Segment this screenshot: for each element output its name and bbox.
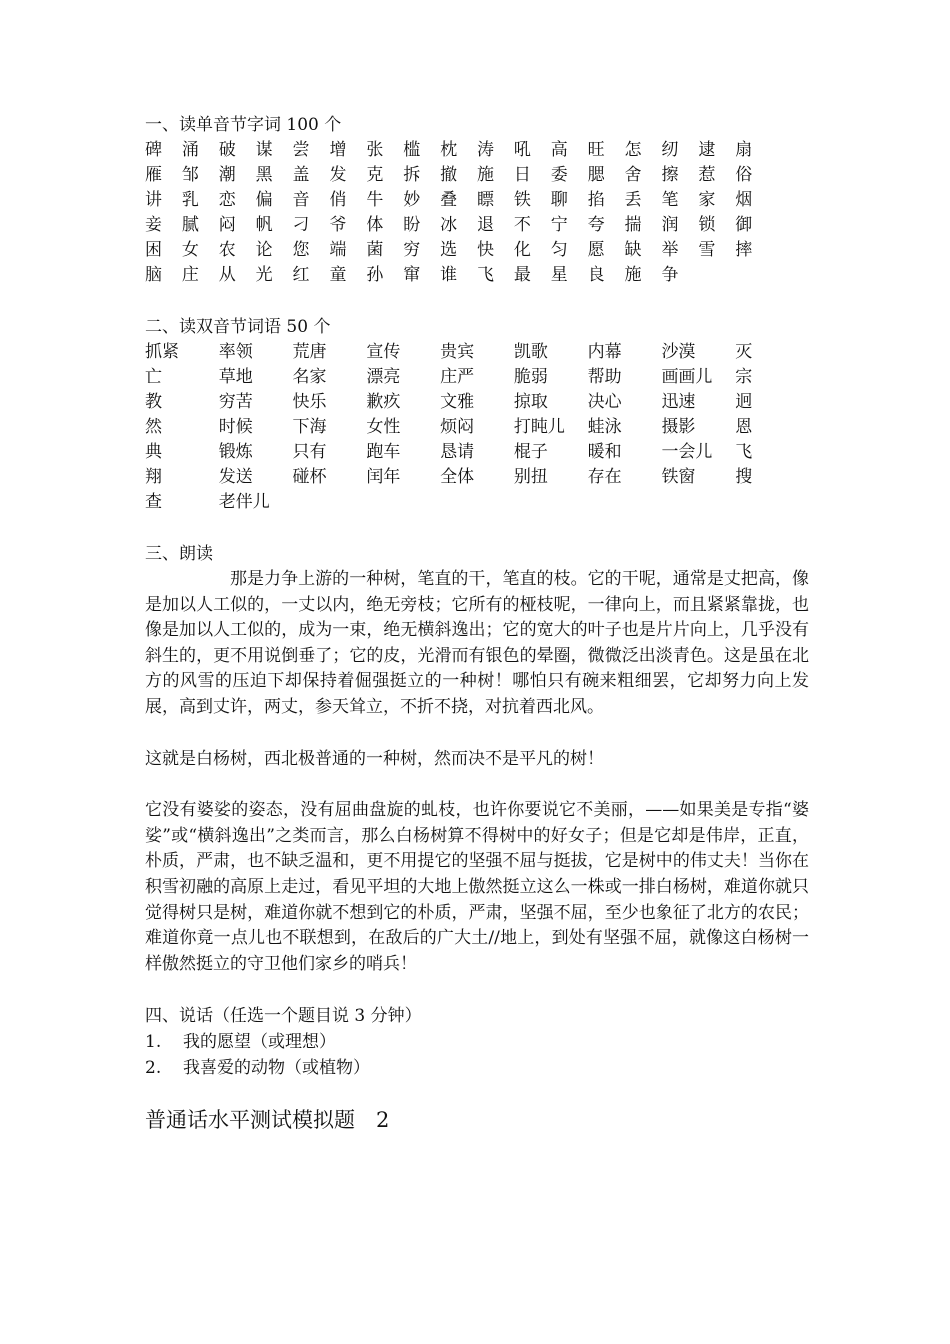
single-syllable-word: 刁	[292, 215, 310, 235]
single-syllable-word: 体	[366, 215, 384, 235]
double-syllable-word: 内幕	[587, 342, 622, 362]
single-syllable-word: 快	[477, 240, 494, 260]
single-syllable-word: 匀	[550, 240, 568, 260]
single-syllable-word: 克	[366, 165, 384, 185]
single-syllable-word: 菌	[366, 240, 384, 260]
single-syllable-word: 日	[513, 165, 531, 185]
double-syllable-word: 暖和	[587, 442, 622, 462]
single-syllable-word: 邹	[181, 165, 199, 185]
next-test-title: 普通话水平测试模拟题 2	[145, 1108, 390, 1133]
single-syllable-word: 脑	[145, 265, 162, 285]
single-syllable-word: 黑	[255, 165, 273, 185]
double-syllable-word: 然	[145, 417, 162, 437]
double-syllable-word: 抓紧	[145, 342, 179, 362]
single-syllable-word: 增	[329, 140, 347, 160]
single-syllable-word: 张	[366, 140, 384, 160]
single-syllable-word: 拆	[403, 165, 421, 185]
double-syllable-word: 发送	[218, 467, 253, 487]
single-syllable-word: 怎	[624, 140, 642, 160]
single-syllable-word: 丢	[624, 190, 642, 210]
section2-heading: 二、读双音节词语 50 个	[145, 317, 331, 337]
reading-paragraph-2: 这就是白杨树，西北极普通的一种树，然而决不是平凡的树！	[145, 748, 604, 769]
single-syllable-word: 乳	[181, 190, 199, 210]
single-syllable-word: 烟	[735, 190, 753, 210]
single-syllable-word: 俗	[735, 165, 753, 185]
single-syllable-word: 飞	[477, 265, 494, 285]
single-syllable-word: 铁	[513, 190, 531, 210]
single-syllable-word: 高	[550, 140, 568, 160]
single-syllable-word: 纫	[661, 140, 679, 160]
double-syllable-word: 沙漠	[661, 342, 696, 362]
single-syllable-word: 涌	[181, 140, 199, 160]
double-syllable-word: 存在	[587, 467, 622, 487]
single-syllable-word: 旺	[587, 140, 605, 160]
single-syllable-word: 盖	[292, 165, 310, 185]
double-syllable-word: 迅速	[661, 392, 696, 412]
single-syllable-word: 盼	[403, 215, 421, 235]
single-syllable-word: 退	[477, 215, 494, 235]
single-syllable-word: 谋	[255, 140, 273, 160]
single-syllable-word: 破	[218, 140, 236, 160]
single-syllable-word: 童	[329, 265, 347, 285]
double-syllable-word: 摄影	[661, 417, 696, 437]
double-syllable-word: 铁窗	[661, 467, 696, 487]
double-syllable-word: 灭	[735, 342, 753, 362]
single-syllable-word: 御	[735, 215, 753, 235]
single-syllable-word: 锁	[698, 215, 716, 235]
double-syllable-grid	[145, 340, 809, 515]
single-syllable-word: 庄	[181, 265, 199, 285]
topic-number: 1.	[145, 1032, 162, 1053]
section4-heading: 四、说话（任选一个题目说 3 分钟）	[145, 1006, 422, 1027]
double-syllable-word: 文雅	[440, 392, 475, 412]
topic-text: 我喜爱的动物（或植物）	[183, 1058, 370, 1079]
single-syllable-word: 舍	[624, 165, 642, 185]
double-syllable-word: 全体	[440, 467, 475, 487]
single-syllable-word: 家	[698, 190, 716, 210]
double-syllable-word: 典	[145, 442, 162, 462]
spacer	[145, 515, 809, 541]
single-syllable-word: 光	[255, 265, 273, 285]
single-syllable-word: 农	[218, 240, 236, 260]
double-syllable-word: 草地	[218, 367, 253, 387]
single-syllable-word: 红	[292, 265, 310, 285]
single-syllable-word: 困	[145, 240, 162, 260]
double-syllable-word: 翔	[145, 467, 162, 487]
single-syllable-word: 帆	[255, 215, 273, 235]
double-syllable-word: 掠取	[513, 392, 548, 412]
double-syllable-word: 歉疚	[366, 392, 401, 412]
double-syllable-word: 女性	[366, 417, 401, 437]
single-syllable-word: 论	[255, 240, 273, 260]
single-syllable-word: 吼	[513, 140, 531, 160]
single-syllable-word: 涛	[477, 140, 494, 160]
single-syllable-word: 牛	[366, 190, 384, 210]
double-syllable-word: 打盹儿	[513, 417, 565, 437]
reading-paragraph-3: 它没有婆娑的姿态，没有屈曲盘旋的虬枝，也许你要说它不美丽，——如果美是专指“婆娑”或“横斜逸出”之类而言，那么白杨树算不得树中的好女子；但是它却是伟岸，正直，朴质，严肃，也不缺乏温和，更不用提它的坚强不屈与挺拔，它是树中的伟丈夫！当你在积雪初融的高原上走过，看见平坦的大地上傲然挺立这么一株或一排白杨树，难道你就只觉得树只是树，难道你就不想到它的朴质，严肃，坚强不屈，至少也象征了北方的农民；难道你竟一点儿也不联想到，在敌后的广大土//地上，到处有坚强不屈，就像这白杨树一样傲然挺立的守卫他们家乡的哨兵！	[145, 800, 809, 974]
double-syllable-word: 名家	[292, 367, 327, 387]
double-syllable-word: 帮助	[587, 367, 622, 387]
spacer	[145, 721, 809, 747]
single-syllable-word: 扇	[735, 140, 753, 160]
single-syllable-word: 讲	[145, 190, 162, 210]
single-syllable-word: 窜	[403, 265, 421, 285]
single-syllable-word: 润	[661, 215, 679, 235]
double-syllable-word: 凯歌	[513, 342, 548, 362]
double-syllable-word: 宗	[735, 367, 753, 387]
double-syllable-word: 教	[145, 392, 162, 412]
double-syllable-word: 跑车	[366, 442, 401, 462]
double-syllable-word: 率领	[218, 342, 253, 362]
single-syllable-word: 不	[513, 215, 531, 235]
double-syllable-word: 一会儿	[661, 442, 713, 462]
single-syllable-word: 妙	[403, 190, 421, 210]
spacer	[145, 772, 809, 798]
single-syllable-word: 谁	[440, 265, 458, 285]
single-syllable-word: 摔	[735, 240, 753, 260]
single-syllable-word: 从	[218, 265, 236, 285]
single-syllable-word: 瞟	[477, 190, 494, 210]
double-syllable-word: 下海	[292, 417, 327, 437]
single-syllable-word: 施	[624, 265, 642, 285]
section3-heading: 三、朗读	[145, 544, 213, 564]
single-syllable-word: 妾	[145, 215, 162, 235]
topic-number: 2.	[145, 1058, 162, 1079]
single-syllable-word: 恋	[218, 190, 236, 210]
single-syllable-word: 音	[292, 190, 310, 210]
double-syllable-word: 荒唐	[292, 342, 327, 362]
single-syllable-word: 您	[292, 240, 310, 260]
single-syllable-word: 揣	[624, 215, 642, 235]
single-syllable-word: 愿	[587, 240, 605, 260]
spacer	[145, 288, 809, 314]
single-syllable-word: 碑	[145, 140, 162, 160]
single-syllable-word: 聊	[550, 190, 568, 210]
single-syllable-word: 潮	[218, 165, 236, 185]
single-syllable-word: 委	[550, 165, 568, 185]
single-syllable-word: 闷	[218, 215, 236, 235]
reading-paragraph-1: 那是力争上游的一种树，笔直的干，笔直的枝。它的干呢，通常是丈把高，像是加以人工似的，一丈以内，绝无旁枝；它所有的桠枝呢，一律向上，而且紧紧靠拢，也像是加以人工似的，成为一束，绝无横斜逸出；它的宽大的叶子也是片片向上，几乎没有斜生的，更不用说倒垂了；它的皮，光滑而有银色的晕圈，微微泛出淡青色。这是虽在北方的风雪的压迫下却保持着倔强挺立的一种树！哪怕只有碗来粗细罢，它却努力向上发展，高到丈许，两丈，参天耸立，不折不挠，对抗着西北风。	[145, 569, 809, 717]
double-syllable-word: 查	[145, 492, 162, 512]
double-syllable-word: 决心	[587, 392, 622, 412]
double-syllable-word: 恩	[735, 417, 753, 437]
double-syllable-word: 迥	[735, 392, 753, 412]
single-syllable-word: 掐	[587, 190, 605, 210]
document-page	[145, 112, 809, 1135]
single-syllable-word: 举	[661, 240, 679, 260]
topic-item-2	[145, 1055, 809, 1081]
single-syllable-word: 俏	[329, 190, 347, 210]
double-syllable-word: 脆弱	[513, 367, 548, 387]
single-syllable-word: 良	[587, 265, 605, 285]
double-syllable-word: 搜	[735, 467, 753, 487]
single-syllable-word: 端	[329, 240, 347, 260]
single-syllable-word: 擦	[661, 165, 679, 185]
single-syllable-word: 发	[329, 165, 347, 185]
double-syllable-word: 棍子	[513, 442, 548, 462]
single-syllable-word: 选	[440, 240, 458, 260]
double-syllable-word: 贵宾	[440, 342, 475, 362]
double-syllable-word: 亡	[145, 367, 162, 387]
double-syllable-word: 穷苦	[218, 392, 253, 412]
single-syllable-word: 争	[661, 265, 679, 285]
double-syllable-word: 画画儿	[661, 367, 713, 387]
topic-item-1	[145, 1029, 809, 1055]
spacer	[145, 977, 809, 1003]
single-syllable-word: 夸	[587, 215, 605, 235]
single-syllable-word: 爷	[329, 215, 347, 235]
single-syllable-word: 逮	[698, 140, 716, 160]
double-syllable-word: 闰年	[366, 467, 401, 487]
double-syllable-word: 时候	[218, 417, 253, 437]
single-syllable-word: 最	[513, 265, 531, 285]
single-syllable-word: 雪	[698, 240, 716, 260]
single-syllable-word: 缺	[624, 240, 642, 260]
double-syllable-word: 庄严	[440, 367, 475, 387]
single-syllable-word: 雁	[145, 165, 162, 185]
single-syllable-word: 槛	[403, 140, 421, 160]
single-syllable-word: 冰	[440, 215, 458, 235]
single-syllable-word: 笔	[661, 190, 679, 210]
double-syllable-word: 碰杯	[292, 467, 327, 487]
double-syllable-word: 只有	[292, 442, 327, 462]
double-syllable-word: 蛙泳	[587, 417, 622, 437]
single-syllable-word: 宁	[550, 215, 568, 235]
single-syllable-word: 女	[181, 240, 199, 260]
double-syllable-word: 锻炼	[218, 442, 253, 462]
double-syllable-word: 老伴儿	[218, 492, 270, 512]
double-syllable-word: 漂亮	[366, 367, 401, 387]
single-syllable-word: 穷	[403, 240, 421, 260]
single-syllable-word: 腮	[587, 165, 605, 185]
single-syllable-word: 撤	[440, 165, 458, 185]
double-syllable-word: 别扭	[513, 467, 548, 487]
single-syllable-word: 化	[513, 240, 531, 260]
double-syllable-word: 宣传	[366, 342, 401, 362]
single-syllable-word: 枕	[440, 140, 458, 160]
single-syllable-word: 偏	[255, 190, 273, 210]
double-syllable-word: 快乐	[292, 392, 327, 412]
single-syllable-word: 叠	[440, 190, 458, 210]
double-syllable-word: 飞	[735, 442, 753, 462]
topic-text: 我的愿望（或理想）	[183, 1032, 336, 1053]
single-syllable-grid	[145, 138, 809, 288]
section1-heading: 一、读单音节字词 100 个	[145, 115, 342, 135]
double-syllable-word: 恳请	[440, 442, 475, 462]
single-syllable-word: 孙	[366, 265, 384, 285]
single-syllable-word: 腻	[181, 215, 199, 235]
double-syllable-word: 烦闷	[440, 417, 475, 437]
single-syllable-word: 惹	[698, 165, 716, 185]
single-syllable-word: 施	[477, 165, 494, 185]
single-syllable-word: 星	[550, 265, 568, 285]
single-syllable-word: 尝	[292, 140, 310, 160]
